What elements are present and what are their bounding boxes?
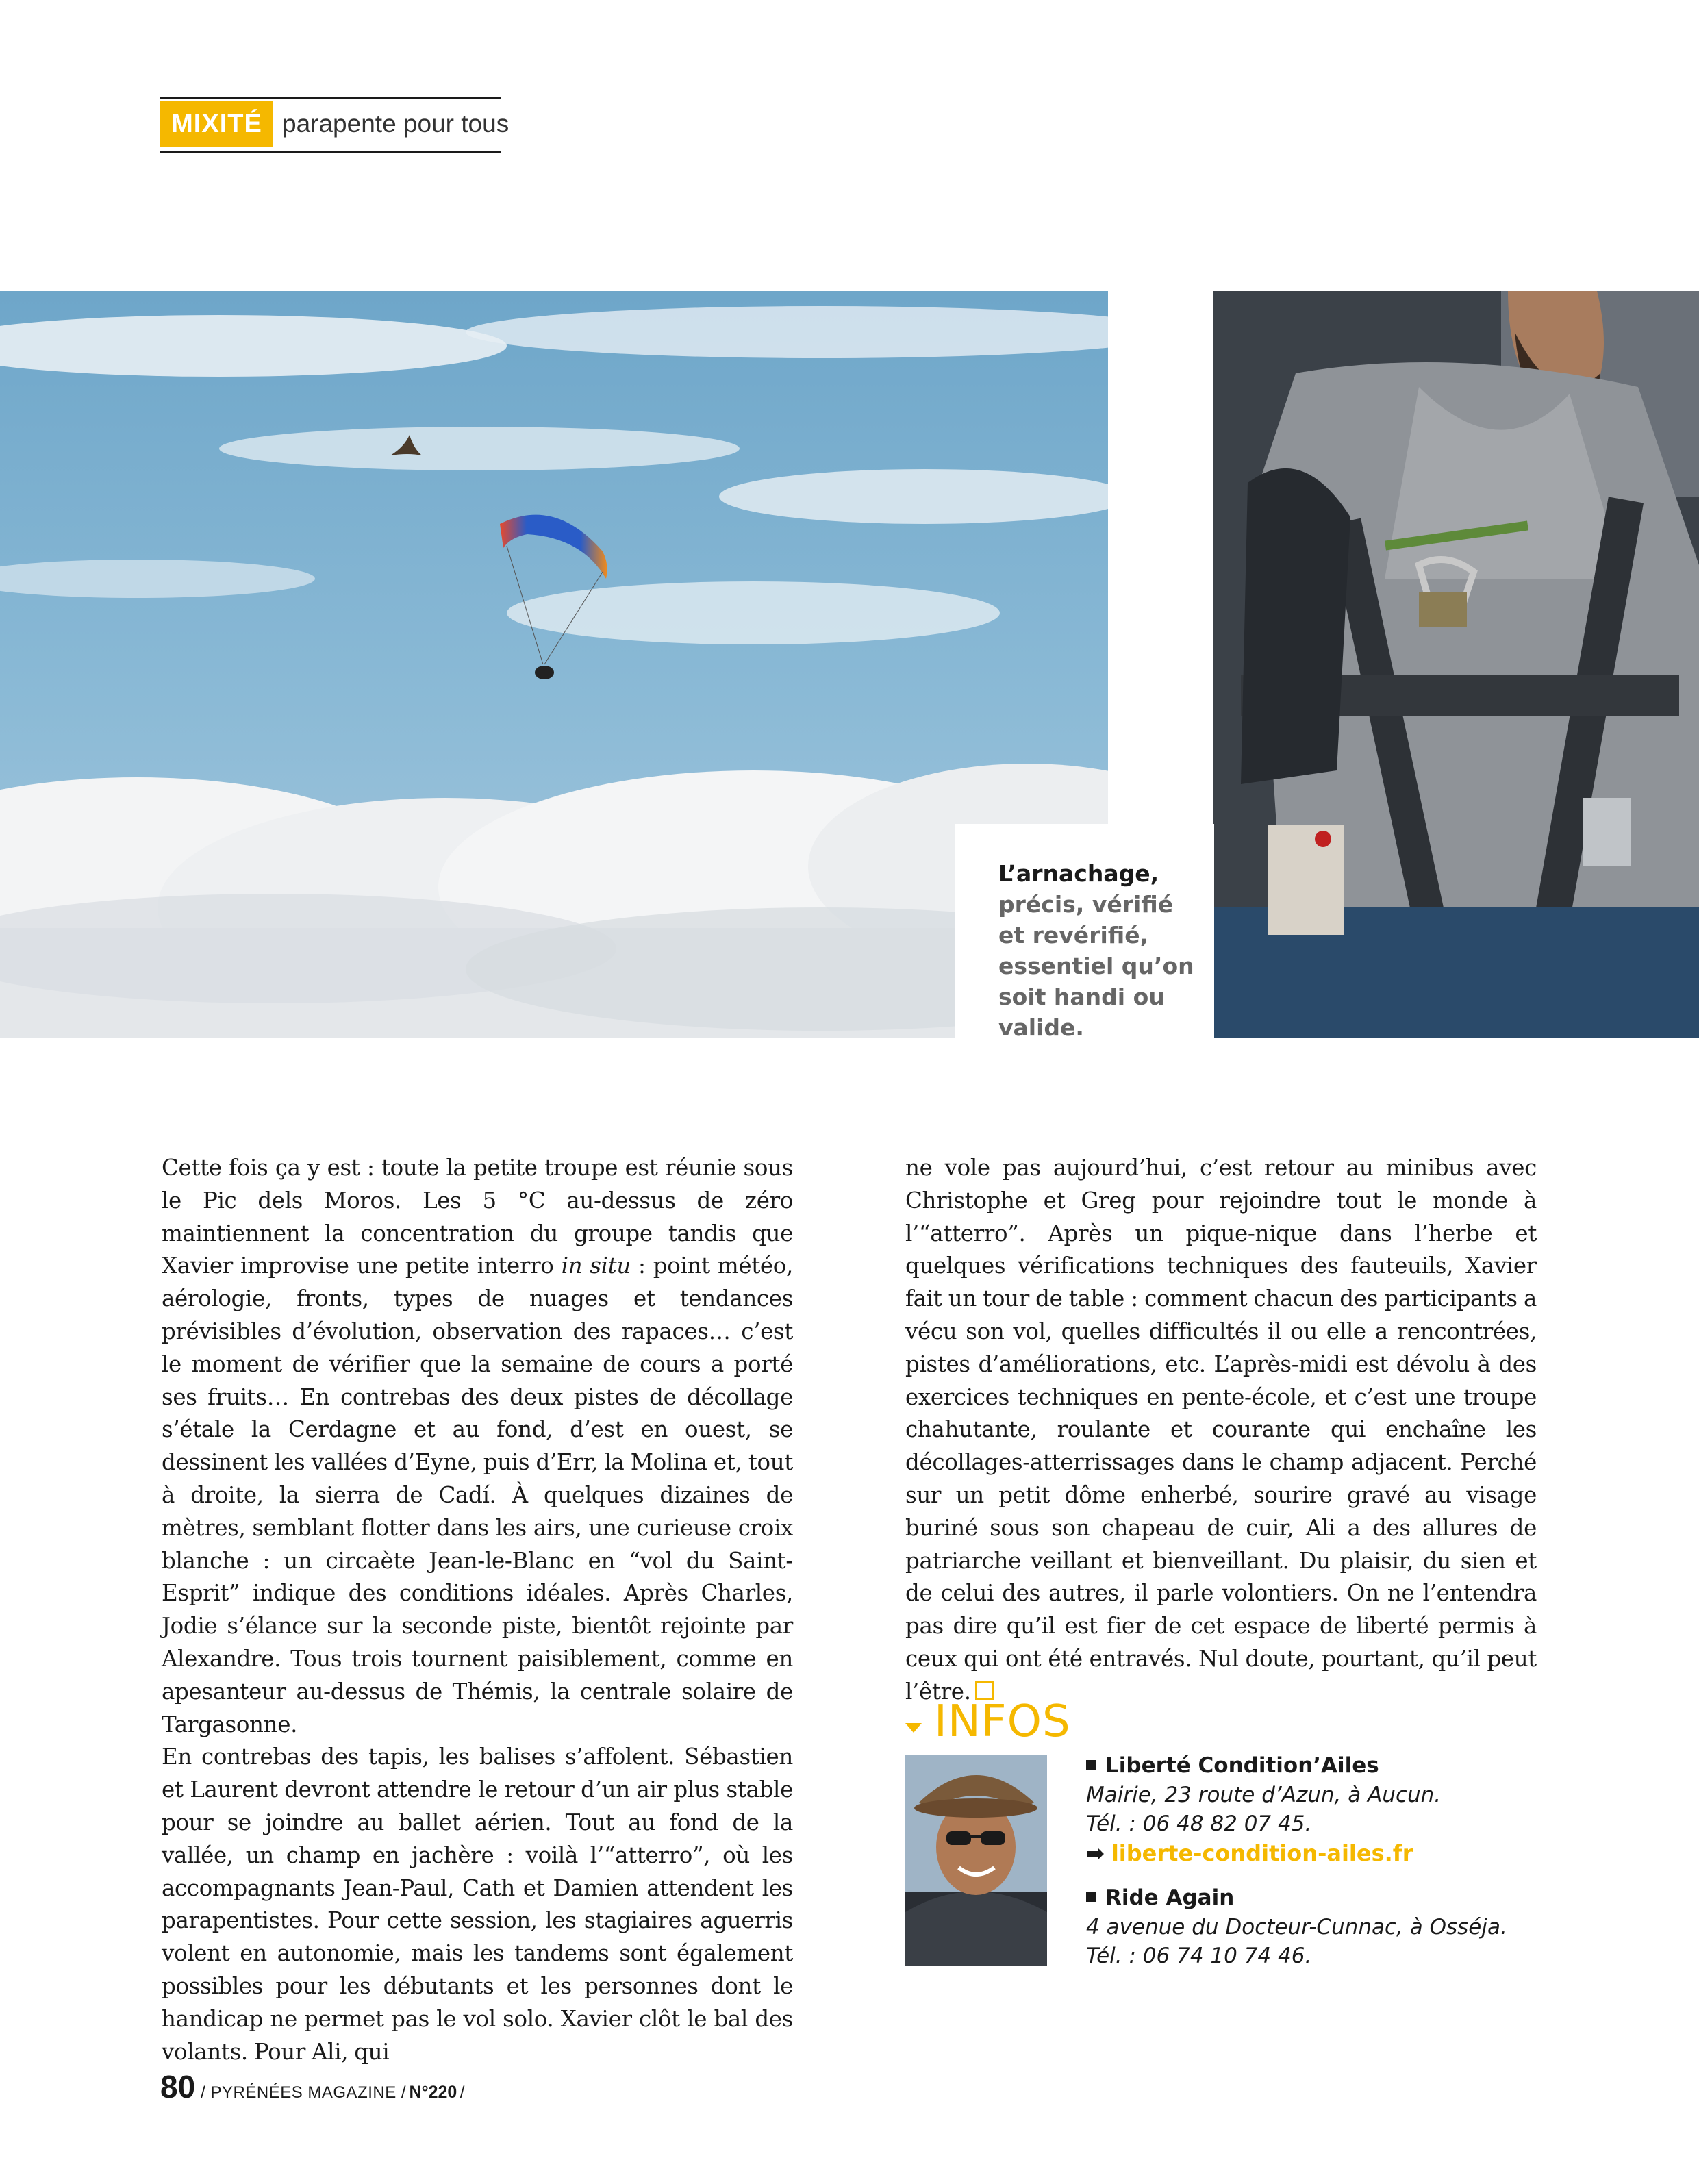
portrait-photo bbox=[905, 1755, 1047, 1966]
article-paragraph bbox=[905, 1152, 1537, 1709]
paragraph-emphasis: in situ bbox=[561, 1253, 631, 1279]
info-phone: Tél. : 06 74 10 74 46. bbox=[1086, 1944, 1312, 1968]
info-entry-name bbox=[1086, 1883, 1675, 1913]
harness-photo bbox=[1213, 291, 1699, 1038]
header-rule-top bbox=[160, 97, 501, 99]
info-phone: Tél. : 06 48 82 07 45. bbox=[1086, 1811, 1312, 1836]
info-entry-1 bbox=[1086, 1750, 1675, 1868]
caption-lead: L’arnachage, bbox=[998, 860, 1159, 887]
info-name-text: Liberté Condition’Ailes bbox=[1105, 1753, 1379, 1778]
section-subtitle: parapente pour tous bbox=[282, 110, 509, 138]
page-folio bbox=[160, 2068, 465, 2109]
bullet-square-icon bbox=[1086, 1760, 1096, 1770]
info-link-text[interactable]: liberte-condition-ailes.fr bbox=[1111, 1840, 1413, 1866]
infos-arrow-icon bbox=[905, 1723, 922, 1733]
article-paragraph bbox=[162, 1152, 793, 1741]
info-address: 4 avenue du Docteur-Cunnac, à Osséja. bbox=[1086, 1915, 1507, 1940]
paragraph-text: Cette fois ça y est : toute la petite troupe est réunie sous le Pic dels Moros. Les 5 °C au-dessus de zéro maintiennent la concentration du groupe tandis que Xavier improvise une petite interro bbox=[162, 1155, 793, 1279]
paraglider-sky-photo bbox=[0, 291, 1108, 1038]
info-website-link[interactable] bbox=[1086, 1838, 1675, 1868]
article-column-1 bbox=[162, 1152, 793, 2068]
paragraph-text: ne vole pas aujourd’hui, c’est retour au minibus avec Christophe et Greg pour rejoindre tout le monde à l’“atterro”. Après un pique-nique dans l’herbe et quelques vérifications techniques des fauteuils, Xavier fait un tour de table : comment chacun des participants a vécu son vol, quelles difficultés il ou elle a rencontrées, pistes d’améliorations, etc. L’après-midi est dévolu à des exercices techniques en pente-école, et c’est une troupe chahutante, roulante et courante qui enchaîne les décollages-atterrissages dans le champ adjacent. Perché sur un petit dôme enherbé, sourire gravé au visage buriné sous son chapeau de cuir, Ali a des allures de patriarche veillant et bienveillant. Du plaisir, du sien et de celui des autres, il parle volontiers. On ne l’entendra pas dire qu’il est fier de cet espace de liberté permis à ceux qui ont été entravés. Nul doute, pourtant, qu’il peut l’être. bbox=[905, 1155, 1537, 1705]
article-column-2 bbox=[905, 1152, 1537, 1709]
bullet-square-icon bbox=[1086, 1892, 1096, 1902]
caption-text: précis, vérifié et revérifié, essentiel qu’on soit handi ou valide. bbox=[998, 891, 1194, 1041]
info-entry-2 bbox=[1086, 1883, 1675, 1970]
article-paragraph: En contrebas des tapis, les balises s’affolent. Sébastien et Laurent devront attendre le retour d’un air plus stable pour se joindre au ballet aérien. Tout au fond de la vallée, un champ en jachère : voilà l’“atterro”, où les accompagnants Jean-Paul, Cath et Damien attendent les parapentistes. Pour cette session, les stagiaires aguerris volent en autonomie, mais les tandems sont également possibles pour les débutants et les personnes dont le handicap ne permet pas le vol solo. Xavier clôt le bal des volants. Pour Ali, qui bbox=[162, 1744, 793, 2065]
photo-caption bbox=[998, 858, 1204, 1043]
info-name-text: Ride Again bbox=[1105, 1885, 1235, 1910]
info-address: Mairie, 23 route d’Azun, à Aucun. bbox=[1086, 1783, 1442, 1807]
page-number: 80 bbox=[160, 2069, 196, 2105]
section-tag: MIXITÉ bbox=[160, 101, 273, 147]
infos-heading bbox=[905, 1694, 1071, 1749]
magazine-name: / PYRÉNÉES MAGAZINE / bbox=[201, 2083, 407, 2102]
info-entry-name bbox=[1086, 1750, 1675, 1781]
folio-tail: / bbox=[460, 2083, 465, 2102]
issue-number: N°220 bbox=[409, 2083, 457, 2102]
paragraph-text: : point météo, aérologie, fronts, types de nuages et tendances prévisibles d’évolution, observation des rapaces… c’est le moment de vérifier que la semaine de cours a porté ses fruits… En contrebas des deux pistes de décollage s’étale la Cerdagne et au fond, d’est en ouest, se dessinent les vallées d’Eyne, puis d’Err, la Molina et, tout à droite, la sierra de Cadí. À quelques dizaines de mètres, semblant flotter dans les airs, une curieuse croix blanche : un circaète Jean-le-Blanc en “vol du Saint-Esprit” indique des conditions idéales. Après Charles, Jodie s’élance sur la seconde piste, bientôt rejointe par Alexandre. Tous trois tournent paisiblement, comme en apesanteur au-dessus de Thémis, la centrale solaire de Targasonne. bbox=[162, 1253, 793, 1737]
link-arrow-icon: ➡ bbox=[1086, 1840, 1105, 1866]
header-rule-bottom bbox=[160, 151, 501, 153]
infos-title: INFOS bbox=[934, 1696, 1071, 1747]
